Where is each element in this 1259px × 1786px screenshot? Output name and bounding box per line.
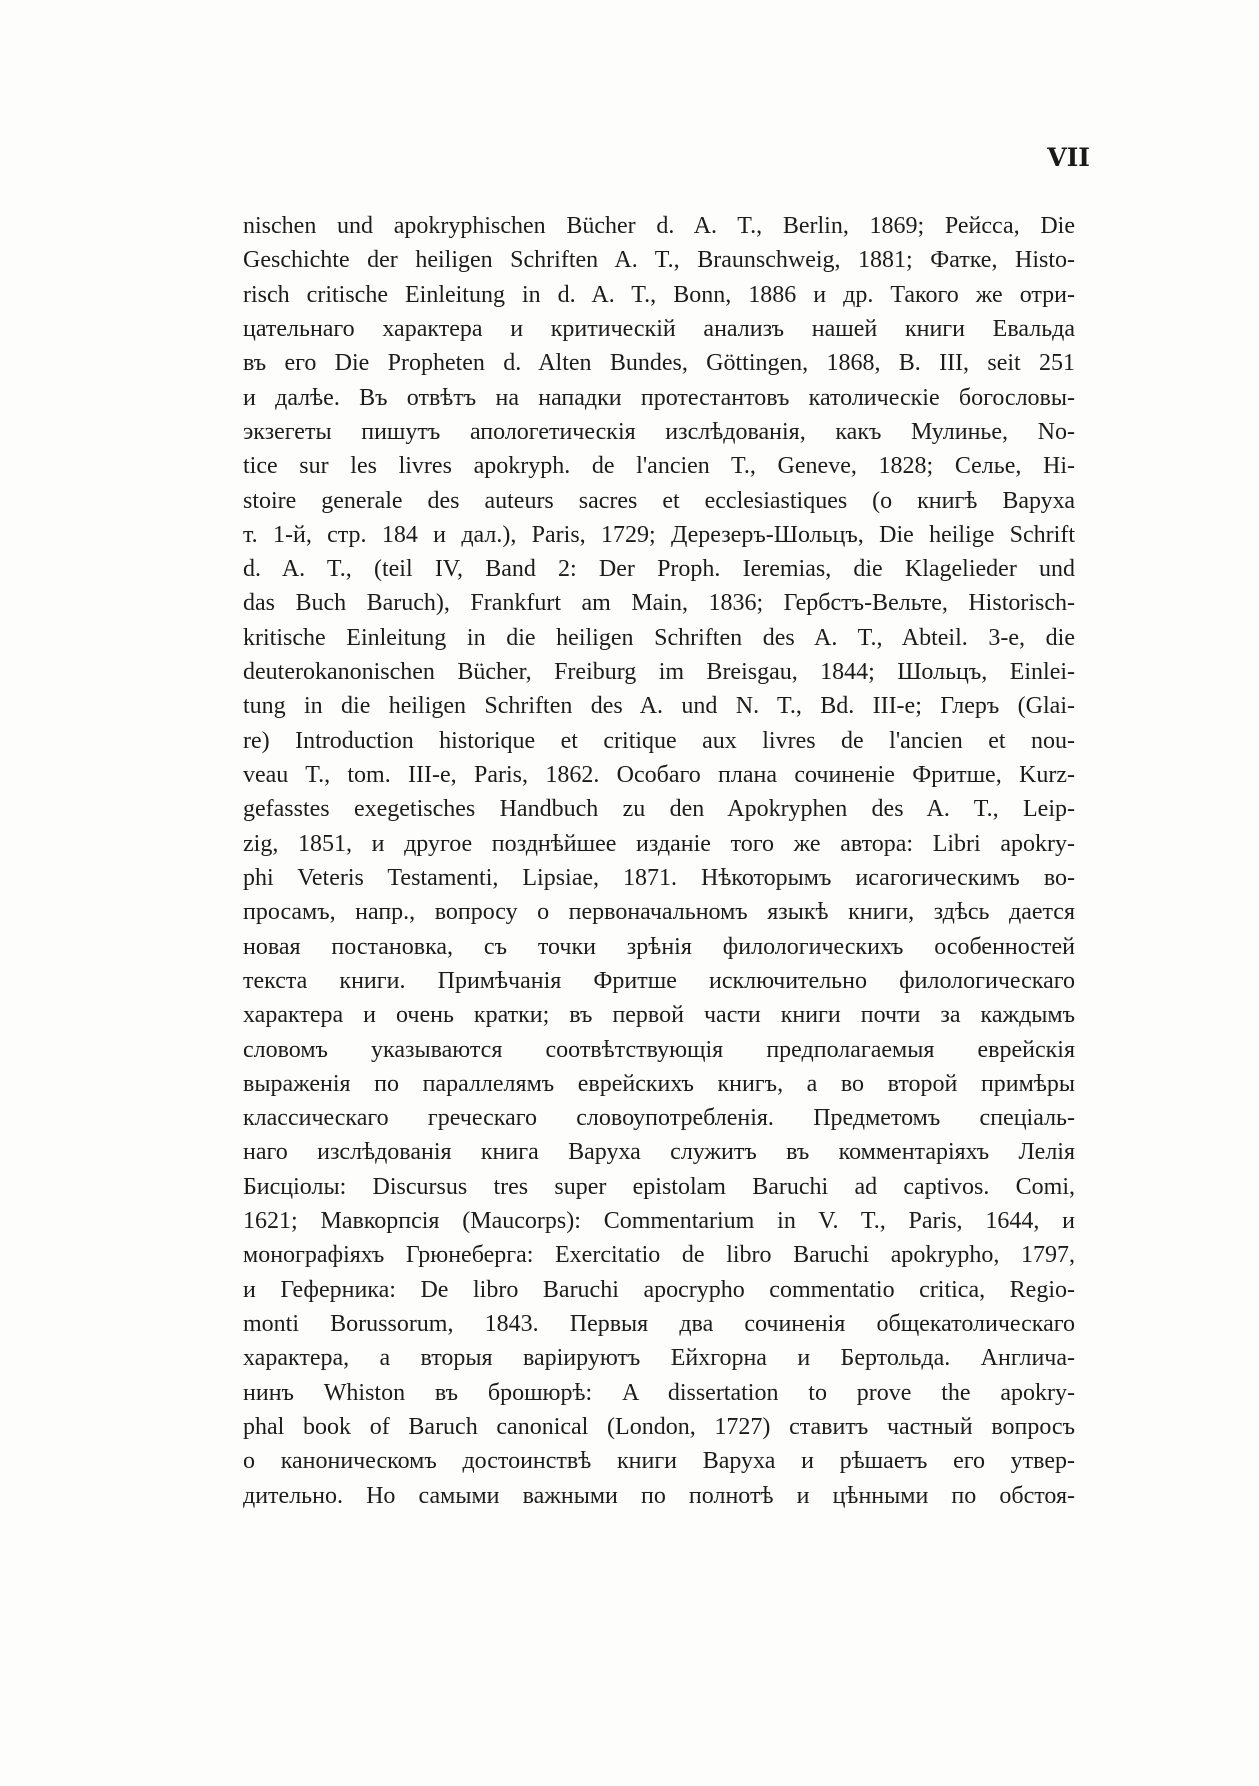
text-line: цательнаго характера и критическій анализъ нашей книги Евальда (243, 315, 1075, 342)
text-line: дительно. Но самыми важными по полнотѣ и цѣнными по обстоя- (243, 1482, 1075, 1509)
text-line: просамъ, напр., вопросу о первоначальномъ языкѣ книги, здѣсь дается (243, 899, 1075, 926)
text-line: veau T., tom. III-e, Paris, 1862. Особаго плана сочиненіе Фритше, Kurz- (243, 762, 1075, 788)
text-line: gefasstes exegetisches Handbuch zu den Apokryphen des A. T., Leip- (243, 796, 1075, 823)
text-line: характера и очень кратки; въ первой части книги почти за каждымъ (243, 1002, 1075, 1029)
text-line: tice sur les livres apokryph. de l'ancien T., Geneve, 1828; Селье, Hi- (243, 453, 1075, 480)
text-line: выраженія по параллелямъ еврейскихъ книгъ, а во второй примѣры (243, 1070, 1075, 1097)
text-line: т. 1-й, стр. 184 и дал.), Paris, 1729; Дерезеръ-Шольцъ, Die heilige Schrift (243, 521, 1075, 548)
text-line: Бисціолы: Discursus tres super epistolam Baruchi ad captivos. Comi, (243, 1173, 1075, 1200)
text-line: deuterokanonischen Bücher, Freiburg im Breisgau, 1844; Шольцъ, Einlei- (243, 659, 1075, 686)
page-number: VII (1047, 143, 1090, 172)
text-line: и Геферника: De libro Baruchi apocrypho commentatio critica, Regio- (243, 1276, 1075, 1303)
text-line: и далѣе. Въ отвѣтъ на нападки протестантовъ католическіе богословы- (243, 384, 1075, 411)
body-text (243, 209, 1075, 1513)
text-line: нинъ Whiston въ брошюрѣ: A dissertation to prove the apokry- (243, 1379, 1075, 1406)
text-line: о каноническомъ достоинствѣ книги Варуха и рѣшаетъ его утвер- (243, 1448, 1075, 1475)
text-line: экзегеты пишутъ апологетическія изслѣдованія, какъ Мулинье, No- (243, 418, 1075, 445)
text-line: словомъ указываются соотвѣтствующія предполагаемыя еврейскія (243, 1036, 1075, 1063)
text-line: phi Veteris Testamenti, Lipsiae, 1871. Нѣкоторымъ исагогическимъ во- (243, 864, 1075, 891)
text-line: das Buch Baruch), Frankfurt am Main, 1836; Гербстъ-Вельте, Historisch- (243, 590, 1075, 617)
text-line: d. A. T., (teil IV, Band 2: Der Proph. Ieremias, die Klagelieder und (243, 556, 1075, 583)
text-line: zig, 1851, и другое позднѣйшее изданіе того же автора: Libri apokry- (243, 830, 1075, 857)
text-line: текста книги. Примѣчанія Фритше исключительно филологическаго (243, 967, 1075, 994)
text-line: monti Borussorum, 1843. Первыя два сочиненія общекатолическаго (243, 1311, 1075, 1337)
text-line: классическаго греческаго словоупотребленія. Предметомъ спеціаль- (243, 1105, 1075, 1132)
text-line: nischen und apokryphischen Bücher d. A. T., Berlin, 1869; Рейсса, Die (243, 213, 1075, 239)
text-line: tung in die heiligen Schriften des A. und N. T., Bd. III-e; Глеръ (Glai- (243, 693, 1075, 720)
text-line: наго изслѣдованія книга Варуха служитъ въ комментаріяхъ Лелія (243, 1139, 1075, 1166)
text-line: новая постановка, съ точки зрѣнія филологическихъ особенностей (243, 933, 1075, 960)
text-line: 1621; Мавкорпсія (Maucorps): Commentarium in V. T., Paris, 1644, и (243, 1208, 1075, 1235)
text-line: монографіяхъ Грюнеберга: Exercitatio de libro Baruchi apokrypho, 1797, (243, 1242, 1075, 1269)
text-line: stoire generale des auteurs sacres et ecclesiastiques (о книгѣ Варуха (243, 487, 1075, 514)
text-line: phal book of Baruch canonical (London, 1727) ставитъ частный вопросъ (243, 1413, 1075, 1440)
text-line: Geschichte der heiligen Schriften A. T., Braunschweig, 1881; Фатке, Histo- (243, 247, 1075, 274)
text-line: характера, а вторыя варіируютъ Ейхгорна и Бертольда. Англича- (243, 1345, 1075, 1372)
text-line: re) Introduction historique et critique aux livres de l'ancien et nou- (243, 727, 1075, 754)
text-line: въ его Die Propheten d. Alten Bundes, Göttingen, 1868, B. III, seit 251 (243, 350, 1075, 377)
text-line: risch critische Einleitung in d. A. T., Bonn, 1886 и др. Такого же отри- (243, 281, 1075, 308)
text-line: kritische Einleitung in die heiligen Schriften des A. T., Abteil. 3-e, die (243, 624, 1075, 651)
